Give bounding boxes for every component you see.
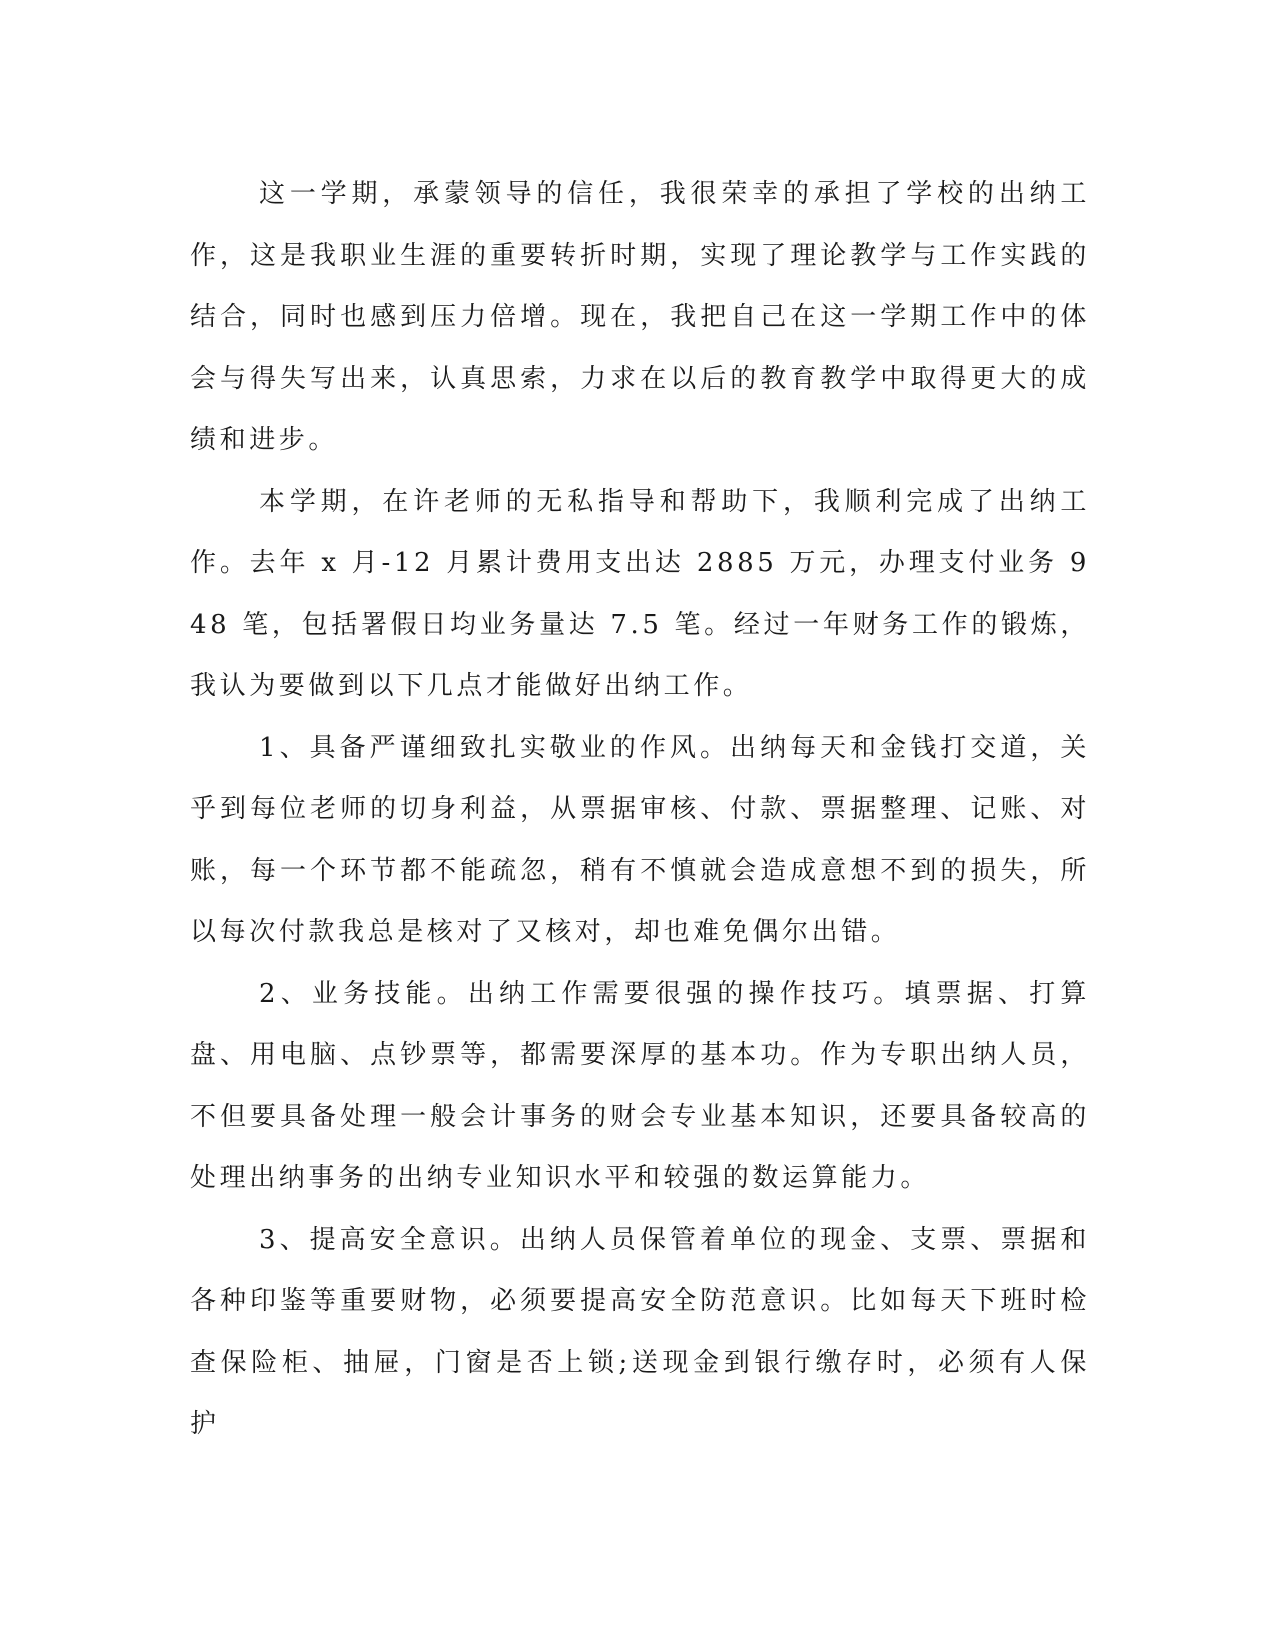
paragraph-summary: 本学期，在许老师的无私指导和帮助下，我顺利完成了出纳工作。去年 x 月-12 月累计费用支出达 2885 万元，办理支付业务 948 笔，包括署假日均业务量达 7.5 笔。经过一年财务工作的锻炼，我认为要做到以下几点才能做好出纳工作。 — [190, 486, 1090, 701]
paragraph-intro: 这一学期，承蒙领导的信任，我很荣幸的承担了学校的出纳工作，这是我职业生涯的重要转折时期，实现了理论教学与工作实践的结合，同时也感到压力倍增。现在，我把自己在这一学期工作中的体会与得失写出来，认真思索，力求在以后的教育教学中取得更大的成绩和进步。 — [190, 179, 1090, 455]
paragraph-point-1: 1、具备严谨细致扎实敬业的作风。出纳每天和金钱打交道，关乎到每位老师的切身利益，从票据审核、付款、票据整理、记账、对账，每一个环节都不能疏忽，稍有不慎就会造成意想不到的损失，所以每次付款我总是核对了又核对，却也难免偶尔出错。 — [190, 732, 1090, 947]
paragraph-point-2: 2、业务技能。出纳工作需要很强的操作技巧。填票据、打算盘、用电脑、点钞票等，都需要深厚的基本功。作为专职出纳人员，不但要具备处理一般会计事务的财会专业基本知识，还要具备较高的处理出纳事务的出纳专业知识水平和较强的数运算能力。 — [190, 978, 1090, 1193]
document-body — [190, 164, 1090, 1456]
paragraph-point-3: 3、提高安全意识。出纳人员保管着单位的现金、支票、票据和各种印鉴等重要财物，必须要提高安全防范意识。比如每天下班时检查保险柜、抽屉，门窗是否上锁;送现金到银行缴存时，必须有人保护 — [190, 1224, 1090, 1439]
